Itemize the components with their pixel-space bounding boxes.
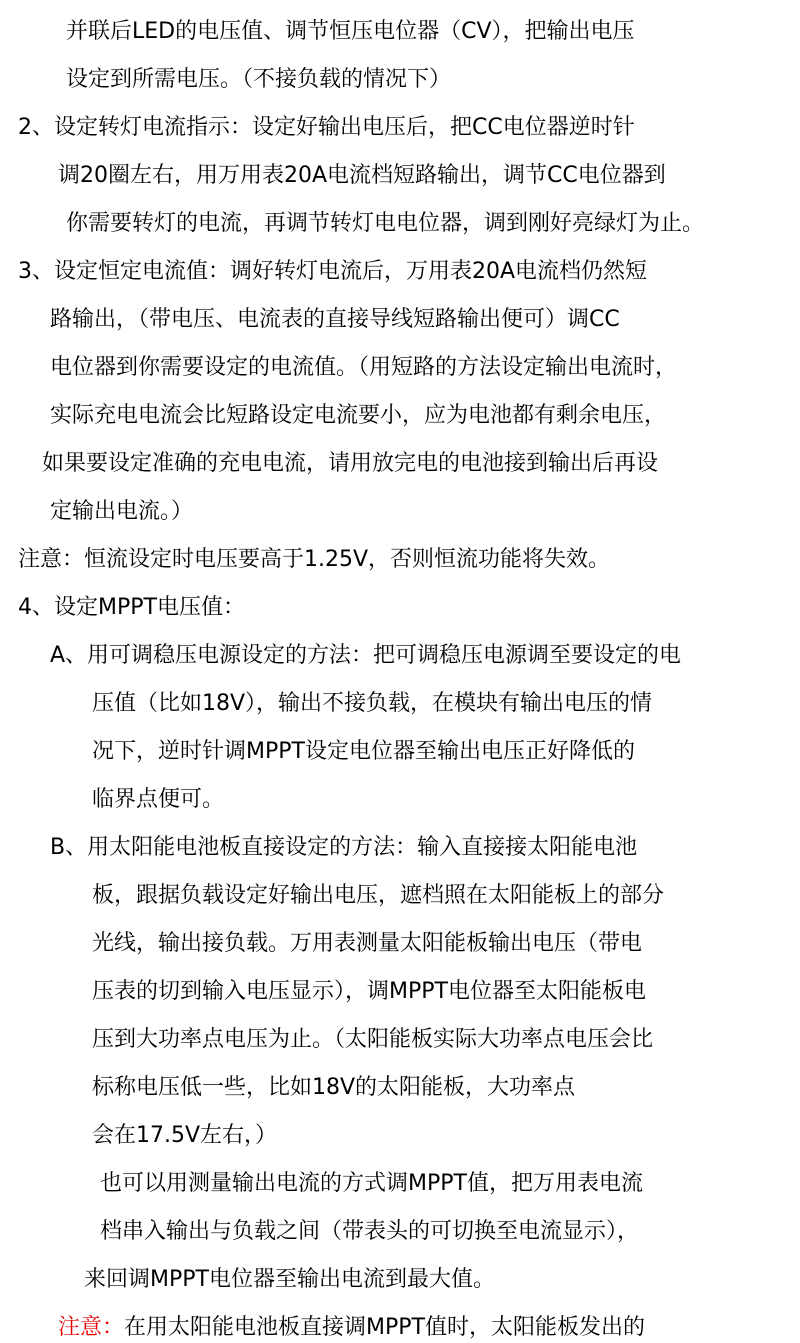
text-line: 实际充电电流会比短路设定电流要小，应为电池都有剩余电压， <box>50 403 667 428</box>
text-line: 会在17.5V左右，） <box>92 1123 278 1148</box>
warning-label: 注意： <box>58 1315 125 1340</box>
text-line: 标称电压低一些，比如18V的太阳能板，大功率点 <box>92 1075 576 1100</box>
note-line: 注意：恒流设定时电压要高于1.25V，否则恒流功能将失效。 <box>18 547 611 572</box>
section-heading: 4、设定MPPT电压值： <box>18 595 245 620</box>
text-line: 路输出，（带电压、电流表的直接导线短路输出便可）调CC <box>50 307 620 332</box>
text-line: 况下，逆时针调MPPT设定电位器至输出电压正好降低的 <box>92 739 635 764</box>
warning-text: 在用太阳能电池板直接调MPPT值时，太阳能板发出的 <box>124 1315 645 1340</box>
text-line: 并联后LED的电压值、调节恒压电位器（CV），把输出电压 <box>66 19 635 44</box>
text-line: 光线，输出接负载。万用表测量太阳能板输出电压（带电 <box>92 931 643 956</box>
text-line: A、用可调稳压电源设定的方法：把可调稳压电源调至要设定的电 <box>50 643 682 668</box>
text-line: 3、设定恒定电流值：调好转灯电流后，万用表20A电流档仍然短 <box>18 259 648 284</box>
text-line: 档串入输出与负载之间（带表头的可切换至电流显示）， <box>100 1219 640 1244</box>
text-line: 也可以用测量输出电流的方式调MPPT值，把万用表电流 <box>100 1171 643 1196</box>
text-line: 定输出电流。） <box>50 499 194 524</box>
text-line: 电位器到你需要设定的电流值。（用短路的方法设定输出电流时， <box>50 355 678 380</box>
text-line: 临界点便可。 <box>92 787 225 812</box>
text-line: 来回调MPPT电位器至输出电流到最大值。 <box>84 1267 495 1292</box>
text-line: B、用太阳能电池板直接设定的方法：输入直接接太阳能电池 <box>50 835 638 860</box>
text-line: 2、设定转灯电流指示：设定好输出电压后，把CC电位器逆时针 <box>18 115 635 140</box>
text-line: 板，跟据负载设定好输出电压，遮档照在太阳能板上的部分 <box>92 883 665 908</box>
text-line: 压到大功率点电压为止。（太阳能板实际大功率点电压会比 <box>92 1027 654 1052</box>
text-line: 调20圈左右，用万用表20A电流档短路输出，调节CC电位器到 <box>58 163 666 188</box>
text-line: 如果要设定准确的充电电流，请用放完电的电池接到输出后再设 <box>42 451 659 476</box>
text-line: 设定到所需电压。（不接负载的情况下） <box>66 67 452 92</box>
warning-line <box>58 1313 645 1343</box>
text-line: 压值（比如18V），输出不接负载，在模块有输出电压的情 <box>92 691 653 716</box>
text-line: 你需要转灯的电流，再调节转灯电电位器，调到刚好亮绿灯为止。 <box>66 211 705 236</box>
text-line: 压表的切到输入电压显示），调MPPT电位器至太阳能板电 <box>92 979 646 1004</box>
